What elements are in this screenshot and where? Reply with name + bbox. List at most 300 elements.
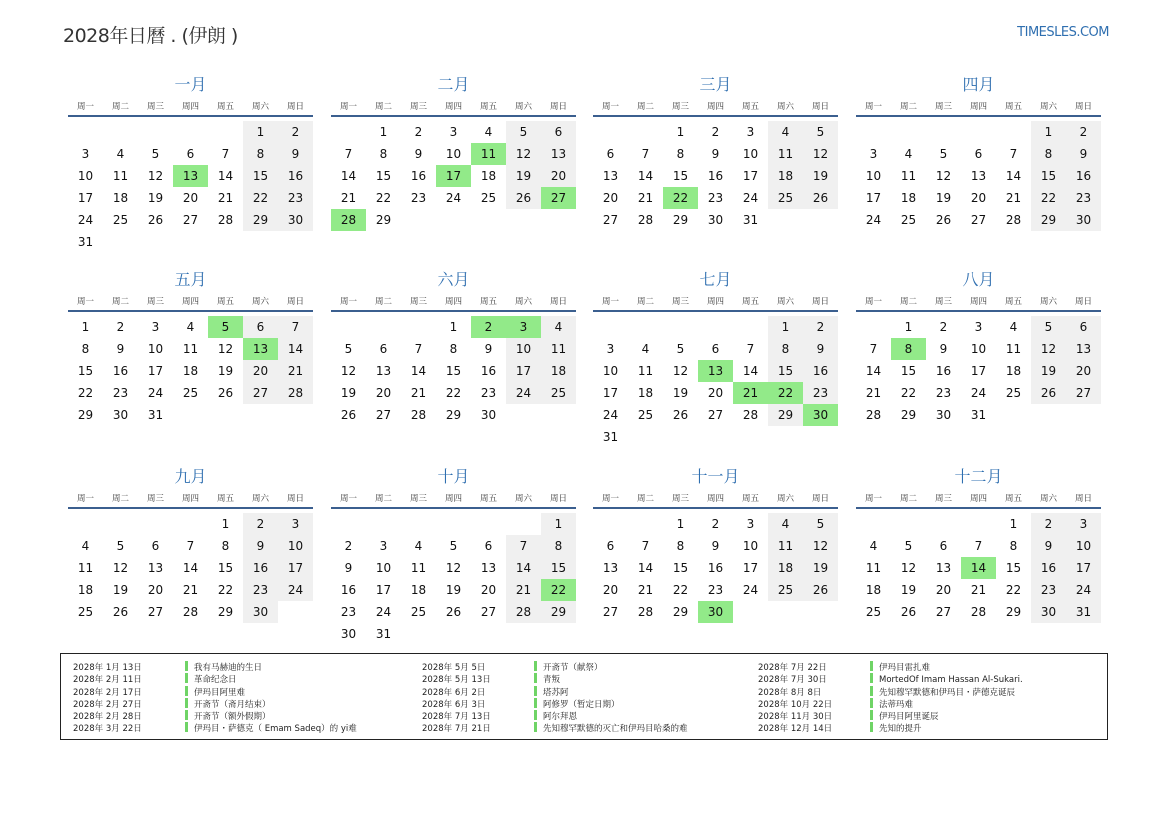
day-cell[interactable]: 10 bbox=[506, 338, 541, 360]
day-cell[interactable]: 5 bbox=[1031, 316, 1066, 338]
day-cell[interactable]: 27 bbox=[1066, 382, 1101, 404]
day-cell[interactable]: 9 bbox=[711, 539, 720, 553]
day-cell[interactable]: 7 bbox=[278, 316, 313, 338]
day-cell[interactable]: 16 bbox=[803, 360, 838, 382]
day-cell[interactable]: 13 bbox=[602, 561, 619, 575]
day-cell[interactable]: 20 bbox=[375, 386, 392, 400]
day-cell[interactable]: 6 bbox=[711, 342, 720, 356]
day-cell[interactable]: 24 bbox=[147, 386, 164, 400]
day-cell[interactable]: 30 bbox=[1031, 601, 1066, 623]
day-cell[interactable]: 10 bbox=[445, 147, 462, 161]
day-cell[interactable]: 17 bbox=[742, 561, 759, 575]
day-cell[interactable]: 14 bbox=[278, 338, 313, 360]
day-cell[interactable]: 27 bbox=[602, 213, 619, 227]
day-cell[interactable]: 9 bbox=[484, 342, 493, 356]
holiday-day-cell[interactable]: 14 bbox=[961, 557, 996, 579]
day-cell[interactable]: 6 bbox=[939, 539, 948, 553]
day-cell[interactable]: 12 bbox=[340, 364, 357, 378]
day-cell[interactable]: 11 bbox=[410, 561, 427, 575]
day-cell[interactable]: 22 bbox=[77, 386, 94, 400]
day-cell[interactable]: 7 bbox=[974, 539, 983, 553]
day-cell[interactable]: 14 bbox=[742, 364, 759, 378]
day-cell[interactable]: 29 bbox=[900, 408, 917, 422]
day-cell[interactable]: 31 bbox=[77, 235, 94, 249]
day-cell[interactable]: 14 bbox=[506, 557, 541, 579]
day-cell[interactable]: 23 bbox=[112, 386, 129, 400]
day-cell[interactable]: 7 bbox=[746, 342, 755, 356]
holiday-day-cell[interactable]: 5 bbox=[208, 316, 243, 338]
day-cell[interactable]: 2 bbox=[344, 539, 353, 553]
day-cell[interactable]: 13 bbox=[480, 561, 497, 575]
day-cell[interactable]: 29 bbox=[77, 408, 94, 422]
day-cell[interactable]: 8 bbox=[541, 535, 576, 557]
day-cell[interactable]: 27 bbox=[707, 408, 724, 422]
day-cell[interactable]: 19 bbox=[900, 583, 917, 597]
day-cell[interactable]: 17 bbox=[742, 169, 759, 183]
day-cell[interactable]: 12 bbox=[935, 169, 952, 183]
holiday-day-cell[interactable]: 30 bbox=[803, 404, 838, 426]
holiday-day-cell[interactable]: 13 bbox=[173, 165, 208, 187]
day-cell[interactable]: 19 bbox=[147, 191, 164, 205]
day-cell[interactable]: 26 bbox=[217, 386, 234, 400]
holiday-day-cell[interactable]: 3 bbox=[506, 316, 541, 338]
day-cell[interactable]: 28 bbox=[865, 408, 882, 422]
day-cell[interactable]: 4 bbox=[484, 125, 493, 139]
day-cell[interactable]: 5 bbox=[904, 539, 913, 553]
day-cell[interactable]: 5 bbox=[344, 342, 353, 356]
day-cell[interactable]: 6 bbox=[606, 539, 615, 553]
day-cell[interactable]: 6 bbox=[606, 147, 615, 161]
day-cell[interactable]: 23 bbox=[1066, 187, 1101, 209]
day-cell[interactable]: 10 bbox=[865, 169, 882, 183]
day-cell[interactable]: 4 bbox=[1009, 320, 1018, 334]
day-cell[interactable]: 14 bbox=[410, 364, 427, 378]
day-cell[interactable]: 8 bbox=[676, 147, 685, 161]
day-cell[interactable]: 12 bbox=[445, 561, 462, 575]
day-cell[interactable]: 28 bbox=[506, 601, 541, 623]
day-cell[interactable]: 15 bbox=[1031, 165, 1066, 187]
day-cell[interactable]: 21 bbox=[506, 579, 541, 601]
day-cell[interactable]: 2 bbox=[1066, 121, 1101, 143]
day-cell[interactable]: 29 bbox=[541, 601, 576, 623]
day-cell[interactable]: 3 bbox=[1066, 513, 1101, 535]
day-cell[interactable]: 10 bbox=[375, 561, 392, 575]
day-cell[interactable]: 13 bbox=[375, 364, 392, 378]
day-cell[interactable]: 3 bbox=[81, 147, 90, 161]
day-cell[interactable]: 4 bbox=[81, 539, 90, 553]
day-cell[interactable]: 16 bbox=[1066, 165, 1101, 187]
day-cell[interactable]: 19 bbox=[112, 583, 129, 597]
day-cell[interactable]: 25 bbox=[865, 605, 882, 619]
day-cell[interactable]: 18 bbox=[480, 169, 497, 183]
day-cell[interactable]: 15 bbox=[900, 364, 917, 378]
day-cell[interactable]: 26 bbox=[112, 605, 129, 619]
day-cell[interactable]: 26 bbox=[147, 213, 164, 227]
day-cell[interactable]: 9 bbox=[1031, 535, 1066, 557]
day-cell[interactable]: 21 bbox=[410, 386, 427, 400]
day-cell[interactable]: 11 bbox=[112, 169, 129, 183]
day-cell[interactable]: 3 bbox=[449, 125, 458, 139]
day-cell[interactable]: 17 bbox=[278, 557, 313, 579]
day-cell[interactable]: 25 bbox=[1005, 386, 1022, 400]
day-cell[interactable]: 17 bbox=[602, 386, 619, 400]
day-cell[interactable]: 2 bbox=[939, 320, 948, 334]
day-cell[interactable]: 11 bbox=[900, 169, 917, 183]
day-cell[interactable]: 22 bbox=[1031, 187, 1066, 209]
day-cell[interactable]: 19 bbox=[935, 191, 952, 205]
day-cell[interactable]: 13 bbox=[935, 561, 952, 575]
day-cell[interactable]: 23 bbox=[707, 191, 724, 205]
day-cell[interactable]: 3 bbox=[869, 147, 878, 161]
day-cell[interactable]: 5 bbox=[939, 147, 948, 161]
day-cell[interactable]: 18 bbox=[900, 191, 917, 205]
day-cell[interactable]: 21 bbox=[970, 583, 987, 597]
site-link[interactable]: TIMESLES.COM bbox=[1017, 25, 1109, 40]
day-cell[interactable]: 12 bbox=[506, 143, 541, 165]
day-cell[interactable]: 21 bbox=[637, 191, 654, 205]
day-cell[interactable]: 12 bbox=[803, 143, 838, 165]
day-cell[interactable]: 19 bbox=[803, 165, 838, 187]
day-cell[interactable]: 20 bbox=[602, 191, 619, 205]
day-cell[interactable]: 8 bbox=[221, 539, 230, 553]
day-cell[interactable]: 20 bbox=[243, 360, 278, 382]
day-cell[interactable]: 8 bbox=[81, 342, 90, 356]
day-cell[interactable]: 24 bbox=[278, 579, 313, 601]
day-cell[interactable]: 21 bbox=[865, 386, 882, 400]
day-cell[interactable]: 20 bbox=[1066, 360, 1101, 382]
day-cell[interactable]: 25 bbox=[182, 386, 199, 400]
day-cell[interactable]: 24 bbox=[742, 583, 759, 597]
day-cell[interactable]: 15 bbox=[672, 169, 689, 183]
day-cell[interactable]: 26 bbox=[672, 408, 689, 422]
day-cell[interactable]: 4 bbox=[116, 147, 125, 161]
day-cell[interactable]: 29 bbox=[375, 213, 392, 227]
day-cell[interactable]: 19 bbox=[803, 557, 838, 579]
day-cell[interactable]: 7 bbox=[221, 147, 230, 161]
day-cell[interactable]: 27 bbox=[375, 408, 392, 422]
day-cell[interactable]: 17 bbox=[77, 191, 94, 205]
day-cell[interactable]: 24 bbox=[742, 191, 759, 205]
day-cell[interactable]: 19 bbox=[217, 364, 234, 378]
day-cell[interactable]: 23 bbox=[243, 579, 278, 601]
day-cell[interactable]: 18 bbox=[1005, 364, 1022, 378]
holiday-day-cell[interactable]: 22 bbox=[768, 382, 803, 404]
day-cell[interactable]: 4 bbox=[904, 147, 913, 161]
day-cell[interactable]: 11 bbox=[77, 561, 94, 575]
day-cell[interactable]: 22 bbox=[672, 583, 689, 597]
day-cell[interactable]: 12 bbox=[1031, 338, 1066, 360]
day-cell[interactable]: 18 bbox=[637, 386, 654, 400]
day-cell[interactable]: 17 bbox=[375, 583, 392, 597]
day-cell[interactable]: 31 bbox=[602, 430, 619, 444]
day-cell[interactable]: 13 bbox=[602, 169, 619, 183]
day-cell[interactable]: 14 bbox=[637, 169, 654, 183]
day-cell[interactable]: 24 bbox=[77, 213, 94, 227]
day-cell[interactable]: 26 bbox=[506, 187, 541, 209]
day-cell[interactable]: 6 bbox=[974, 147, 983, 161]
day-cell[interactable]: 28 bbox=[217, 213, 234, 227]
day-cell[interactable]: 22 bbox=[375, 191, 392, 205]
day-cell[interactable]: 10 bbox=[742, 147, 759, 161]
day-cell[interactable]: 3 bbox=[746, 125, 755, 139]
day-cell[interactable]: 31 bbox=[147, 408, 164, 422]
day-cell[interactable]: 26 bbox=[340, 408, 357, 422]
day-cell[interactable]: 6 bbox=[541, 121, 576, 143]
day-cell[interactable]: 10 bbox=[77, 169, 94, 183]
day-cell[interactable]: 25 bbox=[768, 579, 803, 601]
day-cell[interactable]: 31 bbox=[375, 627, 392, 641]
day-cell[interactable]: 30 bbox=[480, 408, 497, 422]
day-cell[interactable]: 22 bbox=[445, 386, 462, 400]
day-cell[interactable]: 26 bbox=[935, 213, 952, 227]
day-cell[interactable]: 2 bbox=[1031, 513, 1066, 535]
day-cell[interactable]: 27 bbox=[602, 605, 619, 619]
holiday-day-cell[interactable]: 2 bbox=[471, 316, 506, 338]
day-cell[interactable]: 24 bbox=[375, 605, 392, 619]
day-cell[interactable]: 22 bbox=[900, 386, 917, 400]
day-cell[interactable]: 6 bbox=[186, 147, 195, 161]
day-cell[interactable]: 17 bbox=[1066, 557, 1101, 579]
day-cell[interactable]: 8 bbox=[243, 143, 278, 165]
day-cell[interactable]: 14 bbox=[637, 561, 654, 575]
day-cell[interactable]: 1 bbox=[676, 125, 685, 139]
day-cell[interactable]: 22 bbox=[217, 583, 234, 597]
day-cell[interactable]: 17 bbox=[506, 360, 541, 382]
day-cell[interactable]: 12 bbox=[217, 342, 234, 356]
day-cell[interactable]: 2 bbox=[116, 320, 125, 334]
day-cell[interactable]: 5 bbox=[803, 121, 838, 143]
day-cell[interactable]: 8 bbox=[1009, 539, 1018, 553]
day-cell[interactable]: 16 bbox=[112, 364, 129, 378]
day-cell[interactable]: 25 bbox=[768, 187, 803, 209]
day-cell[interactable]: 31 bbox=[742, 213, 759, 227]
day-cell[interactable]: 8 bbox=[768, 338, 803, 360]
day-cell[interactable]: 3 bbox=[278, 513, 313, 535]
day-cell[interactable]: 9 bbox=[803, 338, 838, 360]
day-cell[interactable]: 29 bbox=[217, 605, 234, 619]
holiday-day-cell[interactable]: 21 bbox=[733, 382, 768, 404]
day-cell[interactable]: 18 bbox=[768, 165, 803, 187]
holiday-day-cell[interactable]: 22 bbox=[541, 579, 576, 601]
day-cell[interactable]: 18 bbox=[112, 191, 129, 205]
day-cell[interactable]: 23 bbox=[340, 605, 357, 619]
day-cell[interactable]: 1 bbox=[221, 517, 230, 531]
day-cell[interactable]: 15 bbox=[243, 165, 278, 187]
day-cell[interactable]: 11 bbox=[768, 535, 803, 557]
day-cell[interactable]: 29 bbox=[445, 408, 462, 422]
day-cell[interactable]: 16 bbox=[935, 364, 952, 378]
day-cell[interactable]: 1 bbox=[676, 517, 685, 531]
day-cell[interactable]: 20 bbox=[480, 583, 497, 597]
day-cell[interactable]: 19 bbox=[672, 386, 689, 400]
day-cell[interactable]: 28 bbox=[182, 605, 199, 619]
day-cell[interactable]: 21 bbox=[637, 583, 654, 597]
day-cell[interactable]: 25 bbox=[410, 605, 427, 619]
day-cell[interactable]: 21 bbox=[278, 360, 313, 382]
day-cell[interactable]: 28 bbox=[970, 605, 987, 619]
day-cell[interactable]: 24 bbox=[1066, 579, 1101, 601]
day-cell[interactable]: 29 bbox=[1005, 605, 1022, 619]
holiday-day-cell[interactable]: 13 bbox=[243, 338, 278, 360]
day-cell[interactable]: 14 bbox=[340, 169, 357, 183]
day-cell[interactable]: 15 bbox=[768, 360, 803, 382]
day-cell[interactable]: 19 bbox=[340, 386, 357, 400]
day-cell[interactable]: 13 bbox=[1066, 338, 1101, 360]
day-cell[interactable]: 19 bbox=[506, 165, 541, 187]
day-cell[interactable]: 20 bbox=[182, 191, 199, 205]
day-cell[interactable]: 14 bbox=[1005, 169, 1022, 183]
day-cell[interactable]: 4 bbox=[414, 539, 423, 553]
day-cell[interactable]: 29 bbox=[672, 605, 689, 619]
day-cell[interactable]: 29 bbox=[672, 213, 689, 227]
day-cell[interactable]: 13 bbox=[147, 561, 164, 575]
day-cell[interactable]: 8 bbox=[449, 342, 458, 356]
day-cell[interactable]: 21 bbox=[340, 191, 357, 205]
day-cell[interactable]: 26 bbox=[445, 605, 462, 619]
day-cell[interactable]: 1 bbox=[768, 316, 803, 338]
day-cell[interactable]: 20 bbox=[707, 386, 724, 400]
day-cell[interactable]: 27 bbox=[970, 213, 987, 227]
day-cell[interactable]: 24 bbox=[602, 408, 619, 422]
day-cell[interactable]: 28 bbox=[410, 408, 427, 422]
day-cell[interactable]: 18 bbox=[77, 583, 94, 597]
day-cell[interactable]: 4 bbox=[768, 121, 803, 143]
day-cell[interactable]: 11 bbox=[637, 364, 654, 378]
day-cell[interactable]: 9 bbox=[414, 147, 423, 161]
day-cell[interactable]: 31 bbox=[1066, 601, 1101, 623]
day-cell[interactable]: 9 bbox=[1066, 143, 1101, 165]
day-cell[interactable]: 15 bbox=[375, 169, 392, 183]
day-cell[interactable]: 30 bbox=[278, 209, 313, 231]
day-cell[interactable]: 18 bbox=[182, 364, 199, 378]
day-cell[interactable]: 9 bbox=[116, 342, 125, 356]
day-cell[interactable]: 5 bbox=[506, 121, 541, 143]
day-cell[interactable]: 3 bbox=[379, 539, 388, 553]
day-cell[interactable]: 17 bbox=[865, 191, 882, 205]
day-cell[interactable]: 5 bbox=[116, 539, 125, 553]
day-cell[interactable]: 28 bbox=[1005, 213, 1022, 227]
day-cell[interactable]: 16 bbox=[410, 169, 427, 183]
day-cell[interactable]: 26 bbox=[803, 187, 838, 209]
day-cell[interactable]: 20 bbox=[147, 583, 164, 597]
day-cell[interactable]: 9 bbox=[711, 147, 720, 161]
day-cell[interactable]: 11 bbox=[182, 342, 199, 356]
day-cell[interactable]: 27 bbox=[480, 605, 497, 619]
day-cell[interactable]: 25 bbox=[77, 605, 94, 619]
day-cell[interactable]: 4 bbox=[541, 316, 576, 338]
day-cell[interactable]: 2 bbox=[243, 513, 278, 535]
day-cell[interactable]: 3 bbox=[606, 342, 615, 356]
day-cell[interactable]: 7 bbox=[869, 342, 878, 356]
day-cell[interactable]: 24 bbox=[506, 382, 541, 404]
day-cell[interactable]: 9 bbox=[939, 342, 948, 356]
day-cell[interactable]: 20 bbox=[541, 165, 576, 187]
day-cell[interactable]: 4 bbox=[186, 320, 195, 334]
day-cell[interactable]: 11 bbox=[541, 338, 576, 360]
day-cell[interactable]: 11 bbox=[865, 561, 882, 575]
day-cell[interactable]: 4 bbox=[768, 513, 803, 535]
day-cell[interactable]: 29 bbox=[768, 404, 803, 426]
day-cell[interactable]: 1 bbox=[379, 125, 388, 139]
day-cell[interactable]: 15 bbox=[445, 364, 462, 378]
holiday-day-cell[interactable]: 8 bbox=[891, 338, 926, 360]
holiday-day-cell[interactable]: 22 bbox=[663, 187, 698, 209]
day-cell[interactable]: 18 bbox=[865, 583, 882, 597]
day-cell[interactable]: 2 bbox=[278, 121, 313, 143]
day-cell[interactable]: 26 bbox=[900, 605, 917, 619]
day-cell[interactable]: 23 bbox=[1031, 579, 1066, 601]
day-cell[interactable]: 27 bbox=[935, 605, 952, 619]
day-cell[interactable]: 30 bbox=[1066, 209, 1101, 231]
day-cell[interactable]: 8 bbox=[676, 539, 685, 553]
day-cell[interactable]: 10 bbox=[742, 539, 759, 553]
day-cell[interactable]: 25 bbox=[637, 408, 654, 422]
day-cell[interactable]: 10 bbox=[147, 342, 164, 356]
day-cell[interactable]: 26 bbox=[803, 579, 838, 601]
day-cell[interactable]: 24 bbox=[445, 191, 462, 205]
day-cell[interactable]: 31 bbox=[970, 408, 987, 422]
day-cell[interactable]: 16 bbox=[340, 583, 357, 597]
day-cell[interactable]: 2 bbox=[711, 517, 720, 531]
holiday-day-cell[interactable]: 27 bbox=[541, 187, 576, 209]
day-cell[interactable]: 1 bbox=[541, 513, 576, 535]
day-cell[interactable]: 15 bbox=[672, 561, 689, 575]
day-cell[interactable]: 2 bbox=[803, 316, 838, 338]
day-cell[interactable]: 7 bbox=[641, 147, 650, 161]
day-cell[interactable]: 30 bbox=[112, 408, 129, 422]
day-cell[interactable]: 16 bbox=[278, 165, 313, 187]
day-cell[interactable]: 16 bbox=[1031, 557, 1066, 579]
day-cell[interactable]: 1 bbox=[1009, 517, 1018, 531]
day-cell[interactable]: 22 bbox=[243, 187, 278, 209]
day-cell[interactable]: 5 bbox=[803, 513, 838, 535]
holiday-day-cell[interactable]: 30 bbox=[698, 601, 733, 623]
day-cell[interactable]: 27 bbox=[182, 213, 199, 227]
day-cell[interactable]: 23 bbox=[935, 386, 952, 400]
day-cell[interactable]: 22 bbox=[1005, 583, 1022, 597]
day-cell[interactable]: 3 bbox=[746, 517, 755, 531]
day-cell[interactable]: 24 bbox=[865, 213, 882, 227]
day-cell[interactable]: 18 bbox=[768, 557, 803, 579]
day-cell[interactable]: 17 bbox=[970, 364, 987, 378]
day-cell[interactable]: 14 bbox=[182, 561, 199, 575]
day-cell[interactable]: 1 bbox=[81, 320, 90, 334]
day-cell[interactable]: 10 bbox=[602, 364, 619, 378]
day-cell[interactable]: 1 bbox=[904, 320, 913, 334]
day-cell[interactable]: 12 bbox=[672, 364, 689, 378]
day-cell[interactable]: 2 bbox=[711, 125, 720, 139]
day-cell[interactable]: 25 bbox=[900, 213, 917, 227]
day-cell[interactable]: 3 bbox=[974, 320, 983, 334]
day-cell[interactable]: 24 bbox=[970, 386, 987, 400]
day-cell[interactable]: 23 bbox=[278, 187, 313, 209]
day-cell[interactable]: 12 bbox=[900, 561, 917, 575]
day-cell[interactable]: 6 bbox=[484, 539, 493, 553]
day-cell[interactable]: 26 bbox=[1031, 382, 1066, 404]
day-cell[interactable]: 6 bbox=[1066, 316, 1101, 338]
day-cell[interactable]: 19 bbox=[1031, 360, 1066, 382]
day-cell[interactable]: 28 bbox=[278, 382, 313, 404]
day-cell[interactable]: 1 bbox=[449, 320, 458, 334]
day-cell[interactable]: 29 bbox=[1031, 209, 1066, 231]
day-cell[interactable]: 30 bbox=[707, 213, 724, 227]
day-cell[interactable]: 20 bbox=[602, 583, 619, 597]
day-cell[interactable]: 21 bbox=[217, 191, 234, 205]
holiday-day-cell[interactable]: 17 bbox=[436, 165, 471, 187]
day-cell[interactable]: 14 bbox=[217, 169, 234, 183]
day-cell[interactable]: 20 bbox=[935, 583, 952, 597]
day-cell[interactable]: 7 bbox=[641, 539, 650, 553]
